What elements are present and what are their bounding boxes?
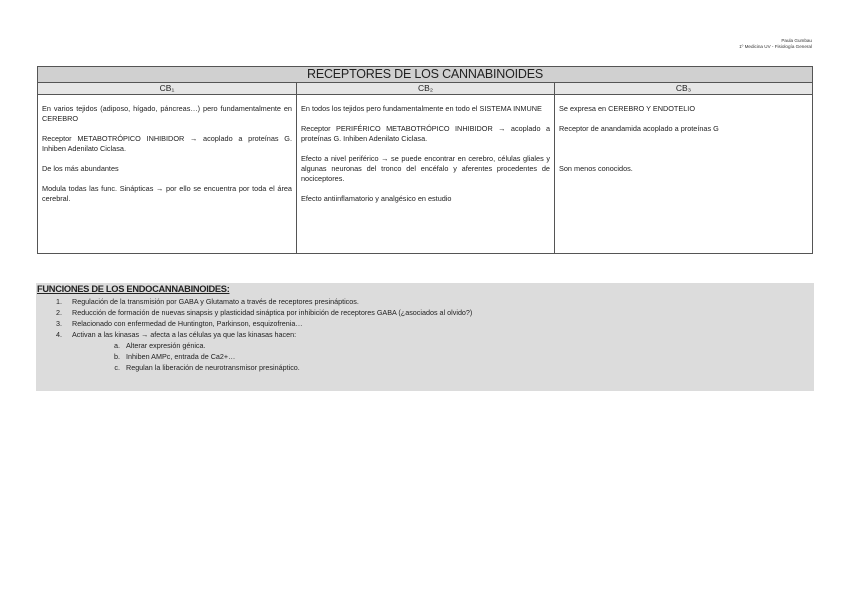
- sub-list-item-letter: c.: [114, 363, 120, 372]
- functions-title: FUNCIONES DE LOS ENDOCANNABINOIDES:: [37, 284, 230, 294]
- functions-section: [36, 283, 814, 391]
- author-name: Paula Gumbau: [781, 38, 812, 43]
- column-header-cb2: CB₂: [297, 83, 555, 95]
- cb2-type: Receptor PERIFÉRICO METABOTRÓPICO INHIBIDOR → acoplado a proteínas G. Inhiben Adenilato Ciclasa.: [301, 124, 550, 143]
- sub-list-item-letter: a.: [114, 341, 120, 350]
- list-item-number: 2.: [56, 308, 62, 317]
- list-item-text: Reducción de formación de nuevas sinapsis y plasticidad sináptica por inhibición de receptores GABA (¿asociados al olvido?): [72, 308, 473, 317]
- list-item-number: 4.: [56, 330, 62, 339]
- cb2-effect: Efecto a nivel periférico → se puede encontrar en cerebro, células gliales y algunas neuronas del tronco del encéfalo y aferentes procedentes de nociceptores.: [301, 154, 550, 183]
- column-header-cb3: CB₃: [555, 83, 813, 95]
- list-item-number: 1.: [56, 297, 62, 306]
- cb2-study: Efecto antiinflamatorio y analgésico en estudio: [301, 194, 452, 203]
- list-item-text: Regulación de la transmisión por GABA y Glutamato a través de receptores presinápticos.: [72, 297, 359, 306]
- cb3-cell: [555, 95, 813, 254]
- list-item-text: Activan a las kinasas → afecta a las células ya que las kinasas hacen:: [72, 330, 297, 339]
- cb1-abundance: De los más abundantes: [42, 164, 119, 173]
- course-name: 1º Medicina UV - Fisiología General: [739, 44, 812, 49]
- list-item-text: Relacionado con enfermedad de Huntington, Parkinson, esquizofrenia…: [72, 319, 303, 328]
- cb3-location: Se expresa en CEREBRO Y ENDOTELIO: [559, 104, 695, 113]
- sub-list-item-text: Regulan la liberación de neurotransmisor presináptico.: [126, 363, 300, 372]
- cb2-cell: [297, 95, 555, 254]
- document-header: [739, 38, 812, 50]
- cb3-note: Son menos conocidos.: [559, 164, 633, 173]
- sub-list-item-letter: b.: [114, 352, 120, 361]
- cb2-location: En todos los tejidos pero fundamentalmente en todo el SISTEMA INMUNE: [301, 104, 542, 113]
- cb1-type: Receptor METABOTRÓPICO INHIBIDOR → acoplado a proteínas G. Inhiben Adenilato Ciclasa.: [42, 134, 292, 153]
- cb1-cell: [38, 95, 297, 254]
- cb3-type: Receptor de anandamida acoplado a proteínas G: [559, 124, 719, 133]
- column-header-cb1: CB₁: [38, 83, 297, 95]
- table-title: RECEPTORES DE LOS CANNABINOIDES: [38, 67, 813, 83]
- list-item-number: 3.: [56, 319, 62, 328]
- cb1-function: Modula todas las func. Sinápticas → por ello se encuentra por toda el área cerebral.: [42, 184, 292, 203]
- sub-list-item-text: Inhiben AMPc, entrada de Ca2+…: [126, 352, 236, 361]
- sub-list-item-text: Alterar expresión génica.: [126, 341, 206, 350]
- cb1-location: En varios tejidos (adiposo, hígado, páncreas…) pero fundamentalmente en CEREBRO: [42, 104, 292, 123]
- receptors-table: [37, 66, 813, 254]
